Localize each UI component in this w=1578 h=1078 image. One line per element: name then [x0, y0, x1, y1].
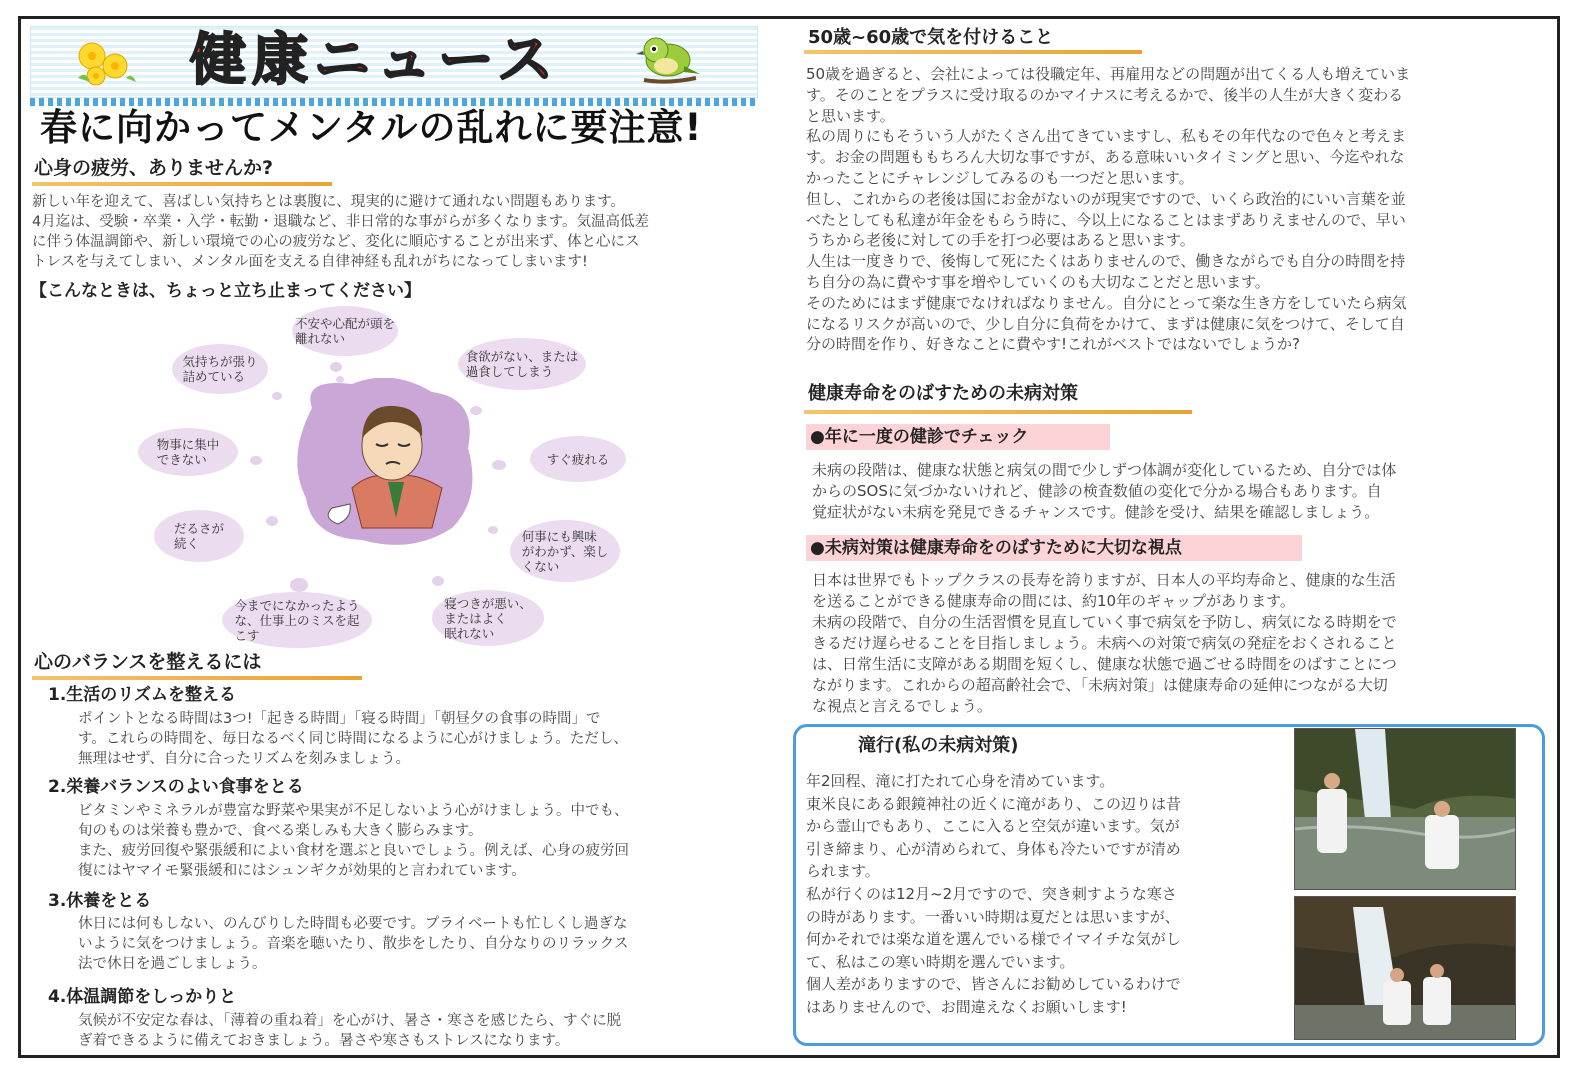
text-line: な視点と言えるでしょう。 — [812, 697, 992, 715]
tip-2-text — [78, 801, 758, 881]
text-line: て、私はこの寒い時期を選んでいます。 — [806, 952, 1075, 971]
symptom-bubble-mistakes — [222, 592, 372, 648]
section-title-prevention: 健康寿命をのばすための未病対策 — [808, 383, 1078, 404]
thought-dot — [266, 516, 278, 526]
thought-dot — [492, 460, 506, 470]
thought-dot — [290, 578, 308, 592]
thought-dot — [336, 376, 344, 383]
thought-dot — [432, 576, 444, 586]
text-line: 4月迄は、受験・卒業・入学・転勤・退職など、非日常的な事がらが多くなります。気温高低差 — [32, 214, 650, 230]
text-line: 年2回程、滝に打たれて心身を清めています。 — [806, 772, 1115, 790]
text-line: から霊山でもあり、ここに入ると空気が違います。気が — [806, 817, 1180, 836]
thought-dot — [330, 362, 342, 372]
section-title-fatigue: 心身の疲労、ありませんか? — [34, 157, 274, 179]
symptom-bubble-sluggish — [154, 510, 244, 562]
text-line: になるリスクが高いので、少し自分に負荷をかけて、まずは健康に気をつけて、そして自 — [806, 314, 1405, 333]
text-line: 旬のものは栄養も豊かで、食べる楽しみも大きく膨らみます。 — [78, 823, 483, 839]
stressed-man-illustration — [292, 378, 480, 548]
text-line: は、日常生活に支障がある期間を短くし、健康な状態で過ごせる時間をのばすことにつ — [812, 655, 1397, 673]
text-line: 私の周りにもそういう人がたくさん出てきていますし、私もその年代なので色々と考えま — [806, 127, 1407, 146]
flower-illustration — [70, 34, 140, 88]
section-title-age: 50歳~60歳で気を付けること — [808, 27, 1054, 48]
symptom-bubble-tense — [172, 344, 268, 394]
symptom-bubble-anxiety — [292, 306, 398, 356]
text-line: いように気をつけましょう。音楽を聴いたり、散歩をしたり、自分なりのリラックス — [78, 936, 629, 952]
text-line: に伴う体温調節や、新しい環境での心の疲労など、変化に順応することが出来ず、体と心にス — [32, 234, 640, 250]
text-line: 分の時間を作り、好きなことに費やす!これがベストではないでしょうか? — [806, 335, 1300, 354]
text-line: の時があります。一番いい時期は夏だとは思いますが、 — [806, 907, 1180, 926]
subsection-title-stop: 【こんなときは、ちょっと立ち止まってください】 — [30, 281, 421, 301]
main-headline: 春に向かってメンタルの乱れに要注意! — [40, 106, 703, 149]
fatigue-paragraph — [32, 192, 762, 272]
subheading-checkup: ●年に一度の健診でチェック — [806, 424, 1110, 450]
text-line: 覚症状がない未病を発見できるチャンスです。健診を受け、結果を確認しましょう。 — [812, 503, 1380, 521]
text-line: られます。 — [806, 862, 880, 881]
text-line: そのためにはまず健康でなければなりません。自分にとって楽な生き方をしていたら病気 — [806, 293, 1407, 312]
text-line: と思います。 — [806, 106, 895, 125]
thought-dot — [250, 456, 262, 465]
bubble-text: 寝つきが悪い、 またはよく 眠れない — [444, 595, 532, 641]
text-line: 復にはヤマイモ緊張緩和にはシュンギクが効果的と言われています。 — [78, 863, 526, 879]
text-line: 但し、これからの老後は国にお金がないのが現実ですので、いくら政治的にいい言葉を並 — [806, 189, 1406, 208]
bubble-text: 気持ちが張り 詰めている — [182, 354, 258, 384]
thought-dot — [488, 526, 498, 534]
bubble-text: すぐ疲れる — [546, 451, 610, 467]
text-line: 人生は一度きりで、後悔して死にたくはありませんので、働きながらでも自分の時間を持 — [806, 252, 1406, 271]
perspective-paragraph — [812, 570, 1542, 717]
bubble-text: 今までになかったよう な、仕事上のミスを起 こす — [234, 597, 360, 643]
bubble-text: 物事に集中 できない — [156, 437, 220, 467]
section-underline — [32, 676, 362, 680]
text-line: 未病の段階で、自分の生活習慣を見直していく事で病気を予防し、病気になる時期をで — [812, 613, 1397, 631]
symptom-bubble-sleep — [432, 590, 544, 646]
bubble-text: 不安や心配が頭を 離れない — [295, 316, 396, 346]
text-line: トレスを与えてしまい、メンタル面を支える自律神経も乱れがちになってしまいます! — [32, 254, 588, 270]
subheading-perspective: ●未病対策は健康寿命をのばすために大切な視点 — [806, 535, 1302, 561]
section-underline — [804, 50, 1142, 54]
text-line: 何かそれでは楽な道を選んでいる様でイマイチな気がし — [806, 930, 1181, 949]
text-line: ポイントとなる時間は3つ!「起きる時間」「寝る時間」「朝昼夕の食事の時間」で — [78, 711, 601, 727]
tip-3-text — [78, 914, 758, 974]
section-underline — [804, 410, 1192, 414]
text-line: を送ることができる健康寿命の間には、約10年のギャップがあります。 — [812, 592, 1295, 610]
bubble-text: 何事にも興味 がわかず、楽し くない — [521, 528, 609, 574]
symptom-bubble-no-interest — [510, 520, 620, 582]
checkup-paragraph — [812, 460, 1542, 523]
tip-2-heading: 2.栄養バランスのよい食事をとる — [48, 777, 304, 797]
waterfall-photo-1 — [1294, 728, 1516, 890]
text-line: 50歳を過ぎると、会社によっては役職定年、再雇用などの問題が出てくる人も増えていま — [806, 65, 1411, 83]
section-underline — [32, 182, 332, 186]
text-line: 引き締まり、心が清められて、身体も冷たいですが清め — [806, 839, 1181, 858]
text-line: 未病の段階は、健康な状態と病気の間で少しずつ体調が変化しているため、自分では体 — [812, 461, 1397, 479]
text-line: 個人差がありますので、皆さんにお勧めしているわけで — [806, 975, 1181, 994]
waterfall-photo-2 — [1294, 896, 1516, 1040]
tip-1-heading: 1.生活のリズムを整える — [48, 685, 236, 705]
text-line: ぎ着できるように備えておきましょう。暑さや寒さもストレスになります。 — [78, 1033, 570, 1049]
text-line: ながります。これからの超高齢社会で、「未病対策」は健康寿命の延伸につながる大切 — [812, 676, 1388, 694]
age-paragraph — [806, 64, 1546, 355]
text-line: また、疲労回復や緊張緩和によい食材を選ぶと良いでしょう。例えば、心身の疲労回 — [78, 843, 629, 859]
tip-4-text — [78, 1011, 758, 1051]
text-line: す。そのことをプラスに受け取るのかマイナスに考えるかで、後半の人生が大きく変わる — [806, 85, 1404, 104]
symptom-bubble-tired — [530, 436, 626, 482]
text-line: べたとしても私達が年金をもらう時に、今以上になることはまずありえませんので、早い — [806, 210, 1406, 229]
text-line: はありませんので、お間違えなくお願いします! — [806, 997, 1127, 1016]
text-line: 気候が不安定な春は、「薄着の重ね着」を心がけ、暑さ・寒さを感じたら、すぐに脱 — [78, 1013, 622, 1029]
text-line: 新しい年を迎えて、喜ばしい気持ちとは裏腹に、現実的に避けて通れない問題もあります。 — [32, 194, 626, 210]
text-line: 休日には何もしない、のんびりした時間も必要です。プライベートも忙しくし過ぎな — [78, 916, 628, 932]
box-paragraph — [806, 770, 1276, 1019]
tip-1-text — [78, 709, 758, 769]
text-line: 日本は世界でもトップクラスの長寿を誇りますが、日本人の平均寿命と、健康的な生活 — [812, 571, 1396, 589]
text-line: す。これらの時間を、毎日なるべく同じ時間になるように心がけましょう。ただし、 — [78, 731, 628, 747]
bubble-text: 食欲がない、または 過食してしまう — [465, 349, 579, 379]
text-line: 東米良にある銀鏡神社の近くに滝があり、この辺りは昔 — [806, 794, 1182, 813]
text-line: きるだけ遅らせることを目指しましょう。未病への対策で病気の発症をおくされること — [812, 634, 1397, 652]
tip-3-heading: 3.休養をとる — [48, 891, 152, 911]
newsletter-title: 健康ニュース — [190, 28, 560, 93]
section-title-balance: 心のバランスを整えるには — [34, 651, 262, 673]
text-line: うちから老後に対しての手を打つ必要はあると思います。 — [806, 231, 1195, 250]
text-line: 法で休日を過ごしましょう。 — [78, 956, 267, 972]
symptom-bubble-appetite — [458, 338, 586, 390]
text-line: からのSOSに気づかないけれど、健診の検査数値の変化で分かる場合もあります。自 — [812, 482, 1382, 500]
thought-dot — [470, 406, 482, 415]
text-line: かったことにチャレンジしてみるのも一つだと思います。 — [806, 168, 1194, 187]
text-line: す。お金の問題ももちろん大切な事ですが、ある意味いいタイミングと思い、今迄やれな — [806, 148, 1405, 167]
bird-illustration — [634, 30, 704, 90]
thought-dot — [272, 392, 282, 400]
box-title: 滝行(私の未病対策) — [858, 735, 1019, 756]
text-line: 私が行くのは12月~2月ですので、突き刺すような寒さ — [806, 884, 1177, 903]
text-line: 無理はせず、自分に合ったリズムを刻みましょう。 — [78, 751, 411, 767]
symptom-bubble-focus — [138, 428, 238, 476]
text-line: ち自分の為に費やす事を増やしていくのも大切なことだと思います。 — [806, 272, 1270, 291]
tip-4-heading: 4.体温調節をしっかりと — [48, 987, 237, 1007]
text-line: ビタミンやミネラルが豊富な野菜や果実が不足しないよう心がけましょう。中でも、 — [78, 803, 629, 819]
bubble-text: だるさが 続く — [173, 521, 224, 551]
